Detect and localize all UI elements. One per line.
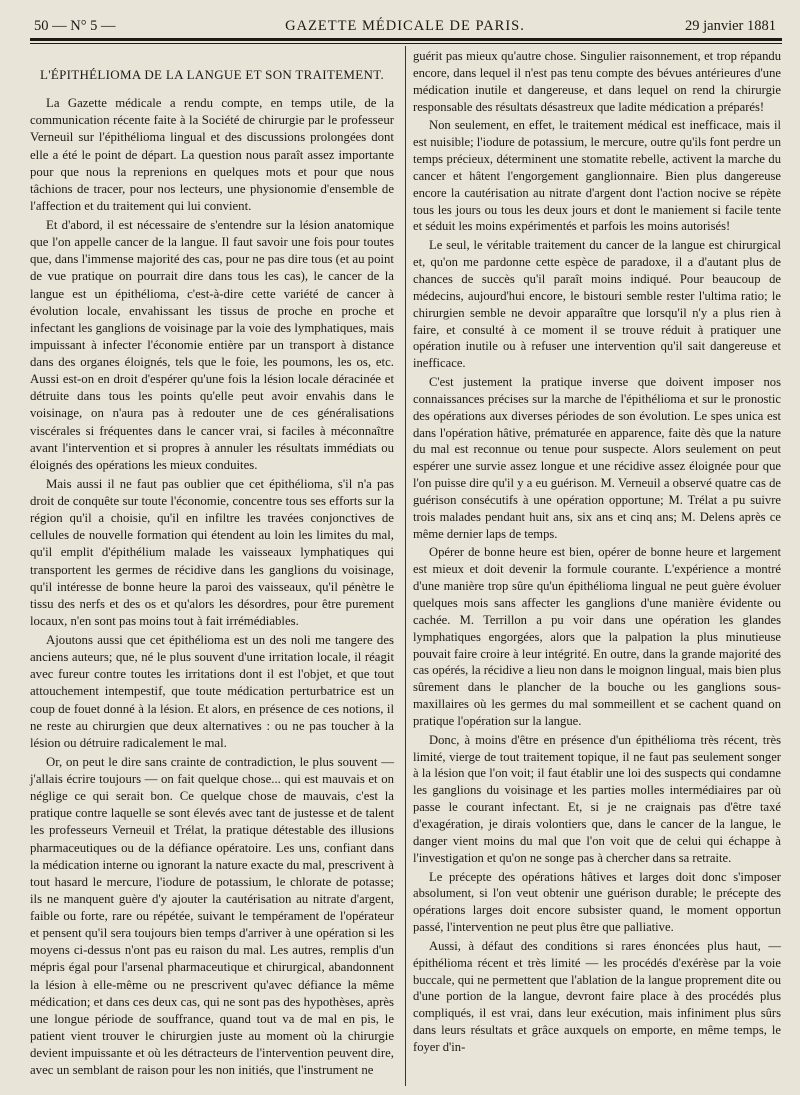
paragraph: C'est justement la pratique inverse que doivent imposer nos connaissances précises sur la marche de l'épithélioma et sur le pronostic des opérations aux diverses périodes de son évolution. Le spes unica est dans l'opération hâtive, prématurée en apparence, faite dès que la nature du mal est reconnue ou tenue pour suspecte. Alors seulement on peut espérer une survie assez longue et une récidive assez éloignée pour que l'on puisse dire qu'il y a eu guérison. M. Verneuil a observé quatre cas de guérison consécutifs à une opération opportune; M. Trélat a pu suivre trois malades pendant huit ans, six ans et cinq ans; M. Delens après ce même dernier laps de temps. <box>413 375 781 541</box>
header-rule-thick <box>30 38 782 41</box>
paragraph: Mais aussi il ne faut pas oublier que cet épithélioma, s'il n'a pas droit de conquête sur toute l'économie, concentre tous ses efforts sur la région qu'il a choisie, qu'il en infiltre les travées conjonctives de cellules de nouvelle formation qui étendent au loin les limites du mal, qu'il emplit d'épithélium malade les vaisseaux lymphatiques qui transportent les germes de récidive dans les ganglions du voisinage, qu'il intéresse de bonne heure la paroi des vaisseaux, qu'il pénètre le tissu des nerfs et des os et qu'alors les désordres, pour être purement locaux, n'en sont pas moins tout à fait irrémédiables. <box>30 476 394 628</box>
left-column <box>30 48 394 1079</box>
paragraph: Ajoutons aussi que cet épithélioma est un des noli me tangere des anciens auteurs; que, né le plus souvent d'une irritation locale, il réagit avec fureur contre toutes les irritations dont il est l'objet, et que tout attouchement intempestif, que toute médication perturbatrice est un coup de fouet donné à la lésion. Et alors, en présence de ces notions, il ne reste au chirurgien que deux alternatives : ou ne pas toucher à la lésion ou détruire radicalement le mal. <box>30 633 394 750</box>
paragraph: Et d'abord, il est nécessaire de s'entendre sur la lésion anatomique que l'on appelle cancer de la langue. Il faut savoir une fois pour toutes que, dans l'immense majorité des cas, pour ne pas dire tous (et au point de vue pratique on pourrait dire dans tous les cas), le cancer de la langue est un épithélioma, c'est-à-dire cette variété de cancer à évolution locale, envahissant les tissus de proche en proche et infectant les ganglions de voisinage par la voie des lymphatiques, mais impuissant à infecter l'économie entière par un transport à distance dans des organes éloignés, tels que le foie, les poumons, les os, etc. Aussi est-on en droit d'espérer qu'une fois la lésion locale déracinée et détruite dans tous les points qu'elle peut avoir envahis dans le voisinage, on n'aura pas à redouter une de ces généralisations viscérales si fréquentes dans le cancer vrai, si faciles à méconnaître avant l'intervention et si propres à annuler les résultats immédiats ou éloignés des opérations les mieux conduites. <box>30 218 394 472</box>
page-number: 50 — N° 5 — <box>34 18 116 34</box>
header-rule-thin <box>30 43 782 44</box>
paragraph: Donc, à moins d'être en présence d'un épithélioma très récent, très limité, vierge de tout traitement topique, il ne faut pas seulement songer à la lésion que l'on voit; il faut établir une loi des suspects qui condamne les ganglions du voisinage et les parties molles intermédiaires par où passe le courant infectant. Et, si je ne craignais pas d'être taxé d'exagération, je dirais volontiers que, dans le cancer de la langue, le danger vient moins du mal que l'on voit que de celui qui échappe à l'investigation et qu'on ne songe pas à chercher dans sa retraite. <box>413 732 781 865</box>
right-column <box>413 48 781 1056</box>
journal-title: GAZETTE MÉDICALE DE PARIS. <box>285 18 525 34</box>
column-divider <box>405 46 406 1086</box>
issue-date: 29 janvier 1881 <box>684 18 776 34</box>
paragraph: Le précepte des opérations hâtives et larges doit donc s'imposer absolument, si l'on veut obtenir une guérison durable; le précepte des opérations larges doit encore subsister quand, le moment opportun passé, l'intervention ne peut plus être que palliative. <box>413 869 781 935</box>
paragraph-continued: guérit pas mieux qu'autre chose. Singulier raisonnement, et trop répandu encore, dans lequel il n'est pas tenu compte des bévues antérieures d'une médication inutile et dangereuse, et dans lequel on rend la chirurgie responsable des résultats désastreux que ladite médication a préparés! <box>413 49 781 114</box>
paragraph: Or, on peut le dire sans crainte de contradiction, le plus souvent — j'allais écrire toujours — on fait quelque chose... qui est mauvais et on néglige ce qui serait bon. Ce quelque chose de mauvais, c'est la pratique contre laquelle se sont élevés avec tant de justesse et de talent les professeurs Verneuil et Trélat, la pratique détestable des illusions pharmaceutiques ou de la défiance opératoire. Les uns, confiant dans la médication interne ou ignorant la nature exacte du mal, prescrivent à tout hasard le mercure, l'iodure de potassium, le chlorate de potasse; ils ne manquent guère d'y ajouter la cautérisation au nitrate d'argent, faible ou forte, rare ou répétée, suivant le tempérament de l'opérateur et pensent qu'il sera toujours bien temps d'arriver à une opération si les moyens ci-dessus n'ont pas eu raison du mal. Les autres, remplis d'un mépris égal pour l'arsenal pharmaceutique et chirurgical, abandonnent la lésion à elle-même ou ne prescrivent qu'avec défiance la même médication; et dans ces deux cas, qui ne sont pas des hypothèses, après une longue période de souffrance, quand tout va de mal en pis, le patient vient trouver le chirurgien juste au moment où la chirurgie devient impuissante et où les détracteurs de l'intervention peuvent dire, avec un semblant de raison pour les non initiés, que l'instrument ne <box>30 754 394 1078</box>
paragraph: Aussi, à défaut des conditions si rares énoncées plus haut, — épithélioma récent et très limité — les procédés d'exérèse par la voie buccale, qui ne permettent que l'ablation de la langue proprement dite ou d'une portion de la langue, devront faire place à des procédés plus compliqués, il est vrai, dans leur exécution, mais infiniment plus sûrs dans leurs résultats et grâce auxquels on emporte, en même temps, le foyer d'in- <box>413 938 781 1054</box>
paragraph: Opérer de bonne heure est bien, opérer de bonne heure et largement est mieux et doit devenir la formule courante. L'expérience a montré d'une manière trop sûre qu'un épithélioma lingual ne peut guère évoluer quelques mois sans affecter les ganglions d'une manière évidente ou cachée. M. Terrillon a pu voir dans une opération les glandes lymphatiques engorgées, alors que la palpation la plus minutieuse pouvait faire croire à leur intégrité. En outre, dans la grande majorité des cas opérés, la récidive a lieu non dans le moignon lingual, mais bien plus sûrement dans le plancher de la bouche ou les ganglions sous-maxillaires où les germes du mal sommeillent et se cachent quand on pratique l'opération sur la langue. <box>413 545 781 728</box>
article-title: L'ÉPITHÉLIOMA DE LA LANGUE ET SON TRAITEMENT. <box>39 67 385 82</box>
page-header <box>34 14 776 34</box>
paragraph: Le seul, le véritable traitement du cancer de la langue est chirurgical et, qu'on me pardonne cette espèce de paradoxe, il a d'autant plus de chances de succès qu'il paraît moins indiqué. Pour beaucoup de médecins, aujourd'hui encore, le bistouri semble rester l'ultima ratio; le chirurgien semble ne devoir apparaître que lorsqu'il n'y a plus rien à faire, et consulté à ce moment il se trouve réduit à pratiquer une opération inutile ou à refuser une intervention qu'il sait dangereuse et inefficace. <box>413 238 781 371</box>
paragraph: Non seulement, en effet, le traitement médical est inefficace, mais il est nuisible; l'iodure de potassium, le mercure, outre qu'ils font perdre un temps précieux, déterminent une stomatite rebelle, activent la marche du cancer et hâtent l'engorgement ganglionnaire. Bien plus dangereuse encore la cautérisation au nitrate d'argent dont l'action nocive se répète tous les jours ou tous les deux jours et dont le maniement si facile tente et séduit les moins expérimentés et parfois les moins autorisés! <box>413 118 781 234</box>
paragraph: La Gazette médicale a rendu compte, en temps utile, de la communication récente faite à la Société de chirurgie par le professeur Verneuil sur l'épithélioma lingual et des discussions prolongées dont elle a été le point de départ. La question nous paraît assez importante pour que nous la reprenions en quelques mots et pour que nous tâchions de tracer, pour nos lecteurs, une physionomie d'ensemble de l'affection et du traitement qui lui convient. <box>30 96 394 213</box>
